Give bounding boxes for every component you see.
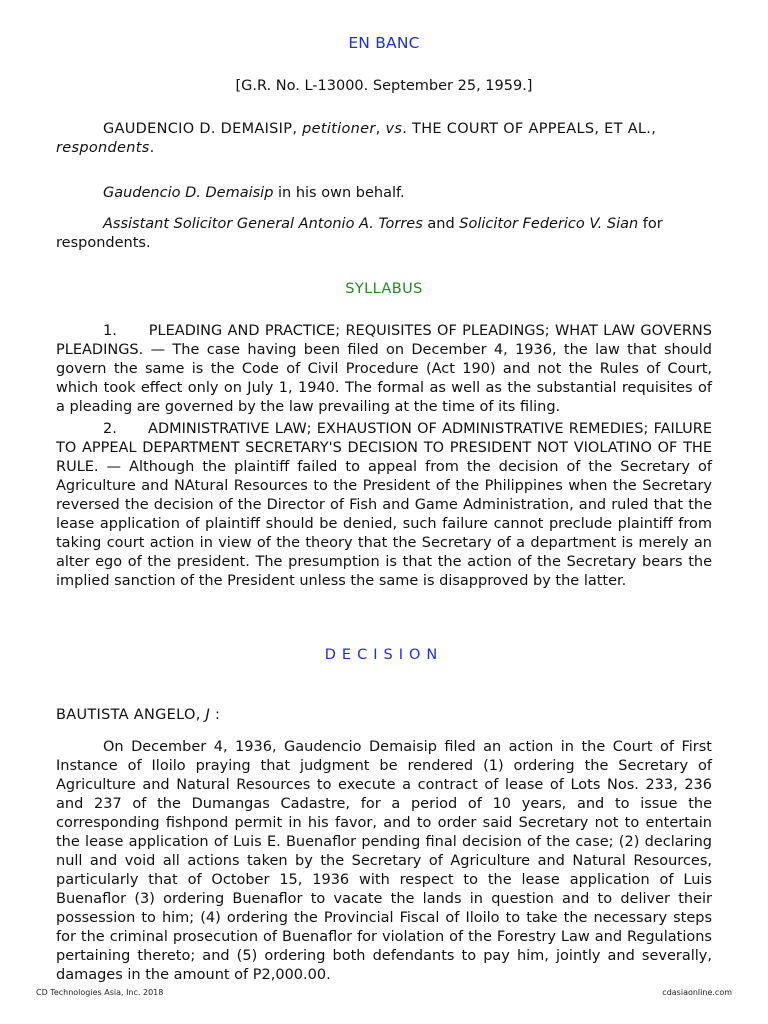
counsel-respondent-name-b: Solicitor Federico V. Sian <box>459 216 639 232</box>
footer-website: cdasiaonline.com <box>662 988 732 997</box>
ponente-name: BAUTISTA ANGELO, <box>56 707 201 723</box>
counsel-petitioner-name: Gaudencio D. Demaisip <box>103 185 274 201</box>
respondent-role: respondents <box>56 140 150 156</box>
petitioner-role: petitioner <box>302 121 376 137</box>
respondent-name: THE COURT OF APPEALS, ET AL. <box>412 121 652 137</box>
counsel-petitioner-text: in his own behalf. <box>273 185 405 201</box>
decision-paragraph: On December 4, 1936, Gaudencio Demaisip filed an action in the Court of First Instance of Iloilo praying that judgment be rendered (1) ordering the Secretary of Agriculture and Natural Resources to execute a contract of lease of Lots Nos. 233, 236 and 237 of the Dumangas Cadastre, for a period of 10 years, and to issue the corresponding fishpond permit in his favor, and to order said Secretary not to entertain the lease application of Luis E. Buenaflor pending final decision of the case; (2) declaring null and void all actions taken by the Secretary of Agriculture and Natural Resources, particularly that of October 15, 1936 with respect to the lease application of Luis Buenaflor (3) ordering Buenaflor to vacate the lands in question and to deliver their possession to him; (4) ordering the Provincial Fiscal of Iloilo to take the necessary steps for the criminal prosecution of Buenaflor for violation of the Forestry Law and Regulations pertaining thereto; and (5) ordering both defendants to pay him, jointly and severally, damages in the amount of P2,000.00. <box>56 739 712 983</box>
ponente-colon: : <box>210 707 221 723</box>
case-caption: GAUDENCIO D. DEMAISIP, petitioner, vs. THE COURT OF APPEALS, ET AL., respondents. <box>56 121 657 156</box>
ponente-title: J <box>205 707 211 723</box>
versus: vs <box>385 121 403 137</box>
decision-heading: DECISION <box>324 647 444 663</box>
case-number-line: [G.R. No. L-13000. September 25, 1959.] <box>235 78 533 94</box>
counsel-respondent-name-a: Assistant Solicitor General Antonio A. Torres <box>103 216 423 232</box>
counsel-petitioner <box>56 184 712 203</box>
counsel-respondents <box>56 215 712 253</box>
footer-publisher: CD Technologies Asia, Inc. 2018 <box>36 988 164 997</box>
counsel-and: and <box>422 216 460 232</box>
ponente <box>56 706 712 725</box>
court-division: EN BANC <box>348 34 420 52</box>
syllabus-item: 2. ADMINISTRATIVE LAW; EXHAUSTION OF ADMINISTRATIVE REMEDIES; FAILURE TO APPEAL DEPARTMENT SECRETARY'S DECISION TO PRESIDENT NOT VIOLATINO OF THE RULE. — Although the plaintiff failed to appeal from the decision of the Secretary of Agriculture and NAtural Resources to the President of the Philippines when the Secretary reversed the decision of the Director of Fish and Game Administration, and ruled that the lease application of plaintiff should be denied, such failure cannot preclude plaintiff from taking court action in view of the theory that the Secretary of a department is merely an alter ego of the president. The presumption is that the action of the Secretary bears the implied sanction of the President unless the same is disapproved by the latter. <box>56 421 712 589</box>
syllabus-item: 1. PLEADING AND PRACTICE; REQUISITES OF PLEADINGS; WHAT LAW GOVERNS PLEADINGS. — The case having been filed on December 4, 1936, the law that should govern the same is the Code of Civil Procedure (Act 190) and not the Rules of Court, which took effect only on July 1, 1940. The formal as well as the substantial requisites of a pleading are governed by the law prevailing at the time of its filing. <box>56 323 712 415</box>
counsel-respondents-text: for respondents. <box>56 216 663 251</box>
syllabus-heading: SYLLABUS <box>345 281 423 297</box>
petitioner-name: GAUDENCIO D. DEMAISIP <box>103 121 293 137</box>
